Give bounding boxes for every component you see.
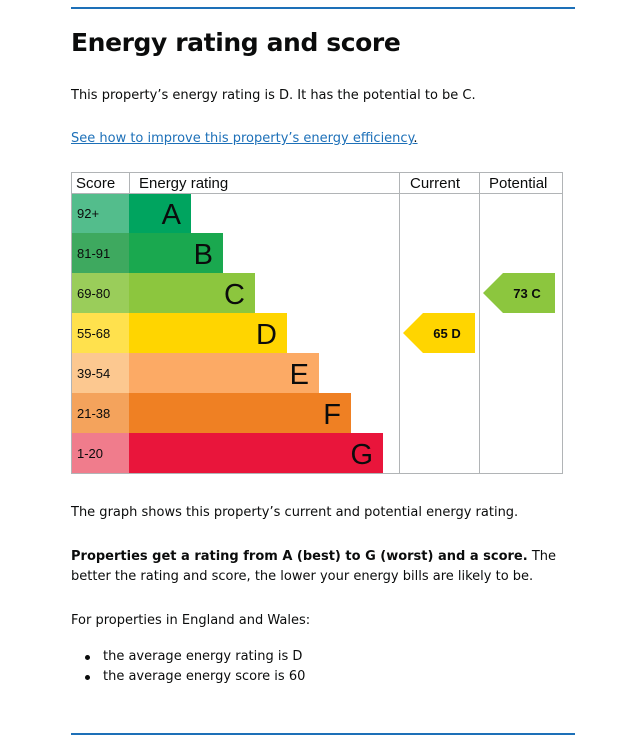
score-label-f: 21-38 (77, 406, 111, 421)
score-label-d: 55-68 (77, 326, 111, 341)
band-letter-c: C (224, 279, 245, 311)
averages-list (71, 647, 305, 687)
graph-note: The graph shows this property’s current and potential energy rating. (71, 505, 519, 520)
score-label-e: 39-54 (77, 366, 111, 381)
potential-rating-value-label: 73 C (513, 286, 541, 301)
ratings-explanation (71, 547, 571, 587)
band-bar-g (129, 433, 383, 473)
band-letter-d: D (256, 319, 277, 351)
rating-summary: This property’s energy rating is D. It has the potential to be C. (71, 88, 476, 103)
band-letter-a: A (161, 199, 181, 231)
energy-rating-graph (71, 172, 563, 474)
region-intro: For properties in England and Wales: (71, 613, 311, 628)
band-letter-f: F (323, 399, 341, 431)
header-score: Score (76, 175, 116, 192)
bottom-divider (71, 733, 575, 735)
list-item-average-score: the average energy score is 60 (71, 667, 305, 687)
header-current: Current (410, 175, 461, 192)
current-rating-value-label: 65 D (433, 326, 461, 341)
improve-efficiency-link-row (71, 129, 418, 149)
band-bar-f (129, 393, 351, 433)
header-energy-rating: Energy rating (139, 175, 229, 192)
score-label-c: 69-80 (77, 286, 111, 301)
improve-efficiency-link[interactable]: See how to improve this property’s energy efficiency (71, 131, 414, 146)
score-label-g: 1-20 (77, 446, 104, 461)
band-letter-g: G (350, 439, 373, 471)
band-bar-a (129, 193, 191, 233)
top-divider (71, 7, 575, 9)
ratings-explanation-bold: Properties get a rating from A (best) to G (worst) and a score. (71, 549, 528, 564)
page-title: Energy rating and score (71, 28, 401, 57)
header-potential: Potential (489, 175, 548, 192)
ratings-explanation-rest: The better the rating and score, the lower your energy bills are likely to be. (71, 549, 556, 584)
score-label-b: 81-91 (77, 246, 111, 261)
score-label-a: 92+ (77, 206, 100, 221)
band-letter-b: B (193, 239, 213, 271)
energy-rating-chart (71, 172, 563, 474)
link-suffix: . (413, 131, 418, 146)
band-letter-e: E (289, 359, 309, 391)
list-item-average-rating: the average energy rating is D (71, 647, 305, 667)
